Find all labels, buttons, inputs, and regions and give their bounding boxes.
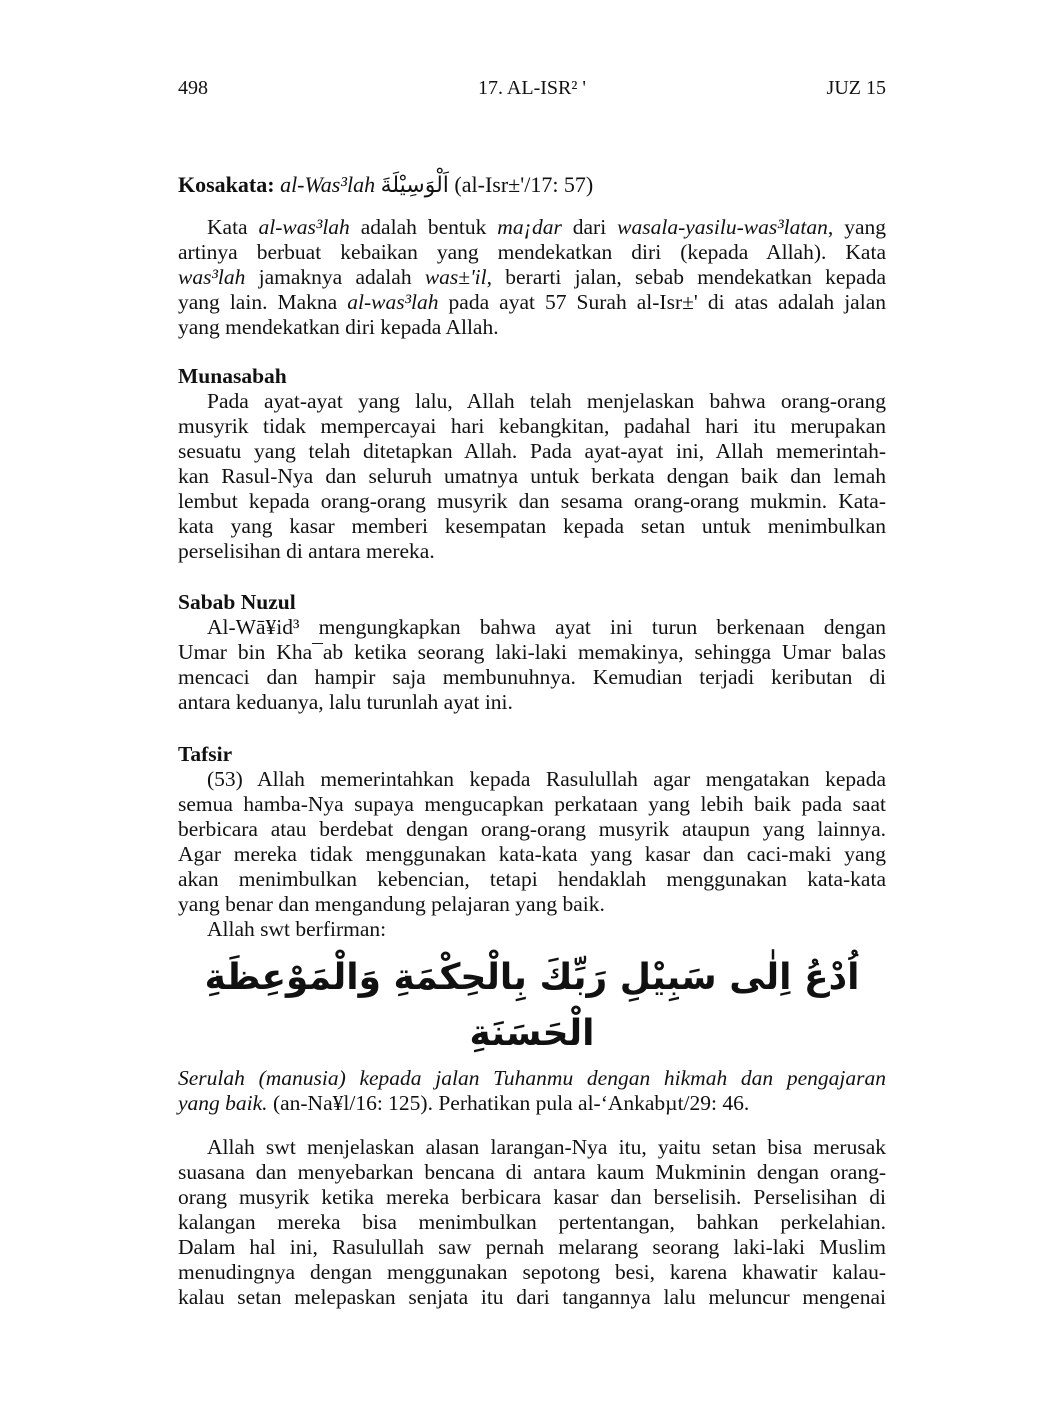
- kosakata-section: [178, 170, 886, 340]
- text-line: kan Rasul-Nya dan seluruh umatnya untuk berkata dengan baik dan lemah: [178, 464, 886, 488]
- kosakata-term: al-Was³lah: [280, 172, 376, 197]
- firman-intro: Allah swt berfirman:: [207, 917, 387, 941]
- munasabah-heading: Munasabah: [178, 364, 287, 388]
- page-number: 498: [178, 77, 208, 99]
- text-line: (53) Allah memerintahkan kepada Rasulullah agar mengatakan kepada: [207, 767, 886, 791]
- text-line: yang benar dan mengandung pelajaran yang baik.: [178, 892, 605, 916]
- text-line: yang mendekatkan diri kepada Allah.: [178, 315, 499, 339]
- translation-line-1: Serulah (manusia) kepada jalan Tuhanmu dengan hikmah dan pengajaran: [178, 1066, 886, 1090]
- page-header: [178, 74, 886, 102]
- text-line: yang lain. Makna al-was³lah pada ayat 57 Surah al-Isr±' di atas adalah jalan: [178, 290, 886, 314]
- text-line: kalangan mereka bisa menimbulkan pertentangan, bahkan perkelahian.: [178, 1210, 886, 1234]
- tafsir-heading: Tafsir: [178, 742, 233, 766]
- text-line: suasana dan menyebarkan bencana di antara kaum Mukminin dengan orang-: [178, 1160, 886, 1184]
- juz-label: JUZ 15: [826, 77, 886, 99]
- text-line: perselisihan di antara mereka.: [178, 539, 435, 563]
- text-line: semua hamba-Nya supaya mengucapkan perkataan yang lebih baik pada saat: [178, 792, 886, 816]
- text-line: kata yang kasar memberi kesempatan kepada setan untuk menimbulkan: [178, 514, 886, 538]
- tafsir-section: [178, 742, 886, 1310]
- translation-reference: (an-Na¥l/16: 125). Perhatikan pula al-‘Ankabµt/29: 46.: [267, 1091, 750, 1115]
- tafsir-paragraph: [178, 767, 886, 917]
- text-line: Dalam hal ini, Rasulullah saw pernah melarang seorang laki-laki Muslim: [178, 1235, 886, 1259]
- text-line: Kata al-was³lah adalah bentuk ma¡dar dari wasala-yasilu-was³latan, yang: [207, 215, 886, 239]
- quran-verse-arabic: اُدْعُ اِلٰى سَبِيْلِ رَبِّكَ بِالْحِكْمَةِ وَالْمَوْعِظَةِ الْحَسَنَةِ: [204, 957, 860, 1054]
- kosakata-heading: [178, 170, 886, 201]
- sabab-nuzul-section: [178, 590, 886, 715]
- text-line: mencaci dan hampir saja membunuhnya. Kemudian terjadi keributan di: [178, 665, 886, 689]
- translation-italic-tail: yang baik.: [178, 1091, 268, 1115]
- verse-translation: [178, 1066, 886, 1116]
- text-line: Agar mereka tidak menggunakan kata-kata yang kasar dan caci-maki yang: [178, 842, 886, 866]
- text-line: menudingnya dengan menggunakan sepotong besi, karena khawatir kalau-: [178, 1260, 886, 1284]
- text-line: kalau setan melepaskan senjata itu dari tangannya lalu meluncur mengenai: [178, 1285, 886, 1309]
- text-line: artinya berbuat kebaikan yang mendekatkan diri (kepada Allah). Kata: [178, 240, 886, 264]
- text-line: berbicara atau berdebat dengan orang-orang musyrik ataupun yang lainnya.: [178, 817, 886, 841]
- text-line: was³lah jamaknya adalah was±'il, berarti jalan, sebab mendekatkan kepada: [178, 265, 886, 289]
- text-line: Pada ayat-ayat yang lalu, Allah telah menjelaskan bahwa orang-orang: [207, 389, 886, 413]
- kosakata-arabic: اَلْوَسِيْلَةَ: [380, 173, 449, 198]
- translation-line-2: [178, 1091, 886, 1116]
- sabab-nuzul-paragraph: [178, 615, 886, 715]
- text-line: orang musyrik ketika mereka berbicara kasar dan berselisih. Perselisihan di: [178, 1185, 886, 1209]
- sabab-nuzul-heading: Sabab Nuzul: [178, 590, 296, 614]
- kosakata-paragraph: [178, 215, 886, 340]
- chapter-title: 17. AL-ISR² ': [478, 77, 586, 99]
- text-line: akan menimbulkan kebencian, tetapi hendaklah menggunakan kata-kata: [178, 867, 886, 891]
- kosakata-reference: (al-Isr±'/17: 57): [454, 172, 594, 197]
- text-line: antara keduanya, lalu turunlah ayat ini.: [178, 690, 513, 714]
- text-line: Allah swt menjelaskan alasan larangan-Nya itu, yaitu setan bisa merusak: [207, 1135, 886, 1159]
- kosakata-label: Kosakata:: [178, 172, 275, 197]
- text-line: lembut kepada orang-orang musyrik dan sesama orang-orang mukmin. Kata-: [178, 489, 886, 513]
- text-line: Al-Wā¥id³ mengungkapkan bahwa ayat ini turun berkenaan dengan: [207, 615, 886, 639]
- munasabah-paragraph: [178, 389, 886, 564]
- text-line: Umar bin Kha¯ab ketika seorang laki-laki memakinya, sehingga Umar balas: [178, 640, 886, 664]
- tafsir-paragraph-2: [178, 1135, 886, 1310]
- text-line: sesuatu yang telah ditetapkan Allah. Pada ayat-ayat ini, Allah memerintah-: [178, 439, 886, 463]
- text-line: musyrik tidak mempercayai hari kebangkitan, padahal hari itu merupakan: [178, 414, 886, 438]
- munasabah-section: [178, 364, 886, 564]
